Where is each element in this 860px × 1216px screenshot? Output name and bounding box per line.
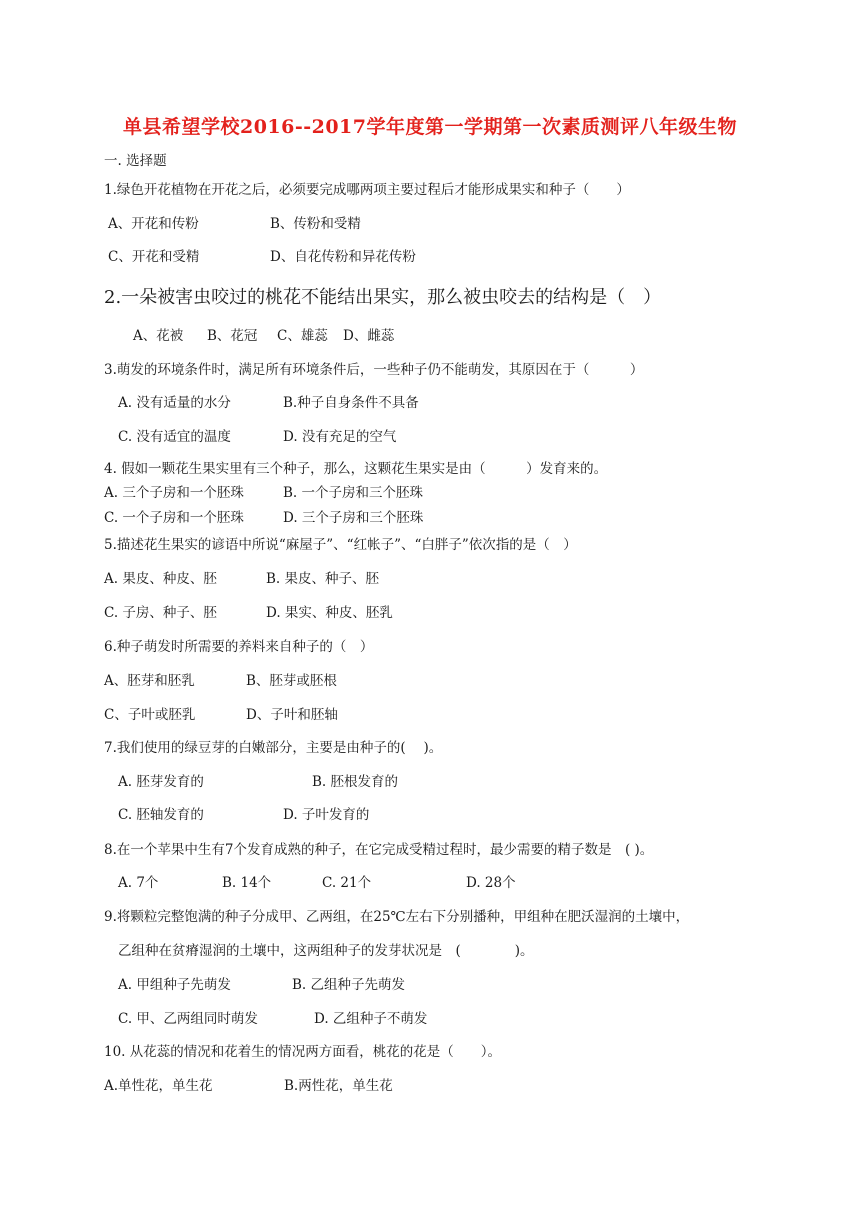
question-2-option-c: C、雄蕊: [277, 328, 328, 344]
question-6-option-c: C、子叶或胚乳: [104, 707, 196, 723]
question-2-option-d: D、雌蕊: [343, 328, 395, 344]
question-2-option-a: A、花被: [133, 328, 184, 344]
question-4-option-c: C. 一个子房和一个胚珠: [104, 510, 244, 526]
question-3-option-b: B.种子自身条件不具备: [283, 395, 419, 411]
question-7-option-d: D. 子叶发育的: [283, 807, 370, 823]
question-7-option-b: B. 胚根发育的: [312, 774, 399, 790]
question-5-option-a: A. 果皮、种皮、胚: [104, 571, 217, 587]
question-1-option-b: B、传粉和受精: [270, 216, 361, 232]
question-5-stem: 5.描述花生果实的谚语中所说“麻屋子”、“红帐子”、“白胖子”依次指的是（ ）: [104, 537, 577, 553]
question-3-stem: 3.萌发的环境条件时，满足所有环境条件后，一些种子仍不能萌发，其原因在于（ ）: [104, 362, 644, 378]
question-8-stem: 8.在一个苹果中生有7个发育成熟的种子，在它完成受精过程时，最少需要的精子数是 ( )。: [104, 842, 654, 858]
section-heading: 一. 选择题: [104, 153, 167, 169]
question-5-option-c: C. 子房、种子、胚: [104, 605, 217, 621]
question-4-stem: 4. 假如一颗花生果实里有三个种子，那么，这颗花生果实是由（ ）发育来的。: [104, 461, 608, 477]
exam-title: 单县希望学校2016--2017学年度第一学期第一次素质测评八年级生物: [122, 116, 738, 138]
question-10-option-a: A.单性花，单生花: [104, 1078, 213, 1094]
question-3-option-d: D. 没有充足的空气: [283, 429, 397, 445]
question-9-option-c: C. 甲、乙两组同时萌发: [118, 1011, 258, 1027]
question-9-stem-continued: 乙组种在贫瘠湿润的土壤中，这两组种子的发芽状况是 ( )。: [118, 943, 534, 959]
question-9-option-b: B. 乙组种子先萌发: [292, 977, 406, 993]
question-9-option-a: A. 甲组种子先萌发: [118, 977, 231, 993]
question-5-option-d: D. 果实、种皮、胚乳: [266, 605, 393, 621]
question-10-stem: 10. 从花蕊的情况和花着生的情况两方面看，桃花的花是（ ）。: [104, 1044, 502, 1060]
question-8-option-a: A. 7个: [118, 875, 159, 891]
question-8-option-d: D. 28个: [466, 875, 516, 891]
question-1-option-d: D、自花传粉和异花传粉: [270, 249, 416, 265]
question-4-option-d: D. 三个子房和三个胚珠: [283, 510, 424, 526]
question-5-option-b: B. 果皮、种子、胚: [266, 571, 380, 587]
question-8-option-c: C. 21个: [322, 875, 372, 891]
question-7-option-a: A. 胚芽发育的: [118, 774, 204, 790]
question-7-option-c: C. 胚轴发育的: [118, 807, 204, 823]
question-2-option-b: B、花冠: [207, 328, 258, 344]
question-10-option-b: B.两性花，单生花: [284, 1078, 393, 1094]
question-8-option-b: B. 14个: [222, 875, 272, 891]
question-9-option-d: D. 乙组种子不萌发: [314, 1011, 428, 1027]
question-6-stem: 6.种子萌发时所需要的养料来自种子的（ ）: [104, 639, 374, 655]
question-1-stem: 1.绿色开花植物在开花之后，必须要完成哪两项主要过程后才能形成果实和种子（ ）: [104, 182, 630, 198]
question-6-option-d: D、子叶和胚轴: [246, 707, 338, 723]
question-4-option-b: B. 一个子房和三个胚珠: [283, 485, 424, 501]
question-1-option-a: A、开花和传粉: [108, 216, 199, 232]
question-6-option-b: B、胚芽或胚根: [246, 673, 337, 689]
question-6-option-a: A、胚芽和胚乳: [104, 673, 195, 689]
question-3-option-c: C. 没有适宜的温度: [118, 429, 231, 445]
question-7-stem: 7.我们使用的绿豆芽的白嫩部分，主要是由种子的( )。: [104, 740, 443, 756]
question-3-option-a: A. 没有适量的水分: [118, 395, 231, 411]
question-1-option-c: C、开花和受精: [108, 249, 200, 265]
question-9-stem: 9.将颗粒完整饱满的种子分成甲、乙两组，在25℃左右下分别播种，甲组种在肥沃湿润的土壤中，: [104, 909, 690, 925]
question-4-option-a: A. 三个子房和一个胚珠: [104, 485, 244, 501]
question-2-stem: 2.一朵被害虫咬过的桃花不能结出果实，那么被虫咬去的结构是（ ）: [104, 287, 662, 308]
